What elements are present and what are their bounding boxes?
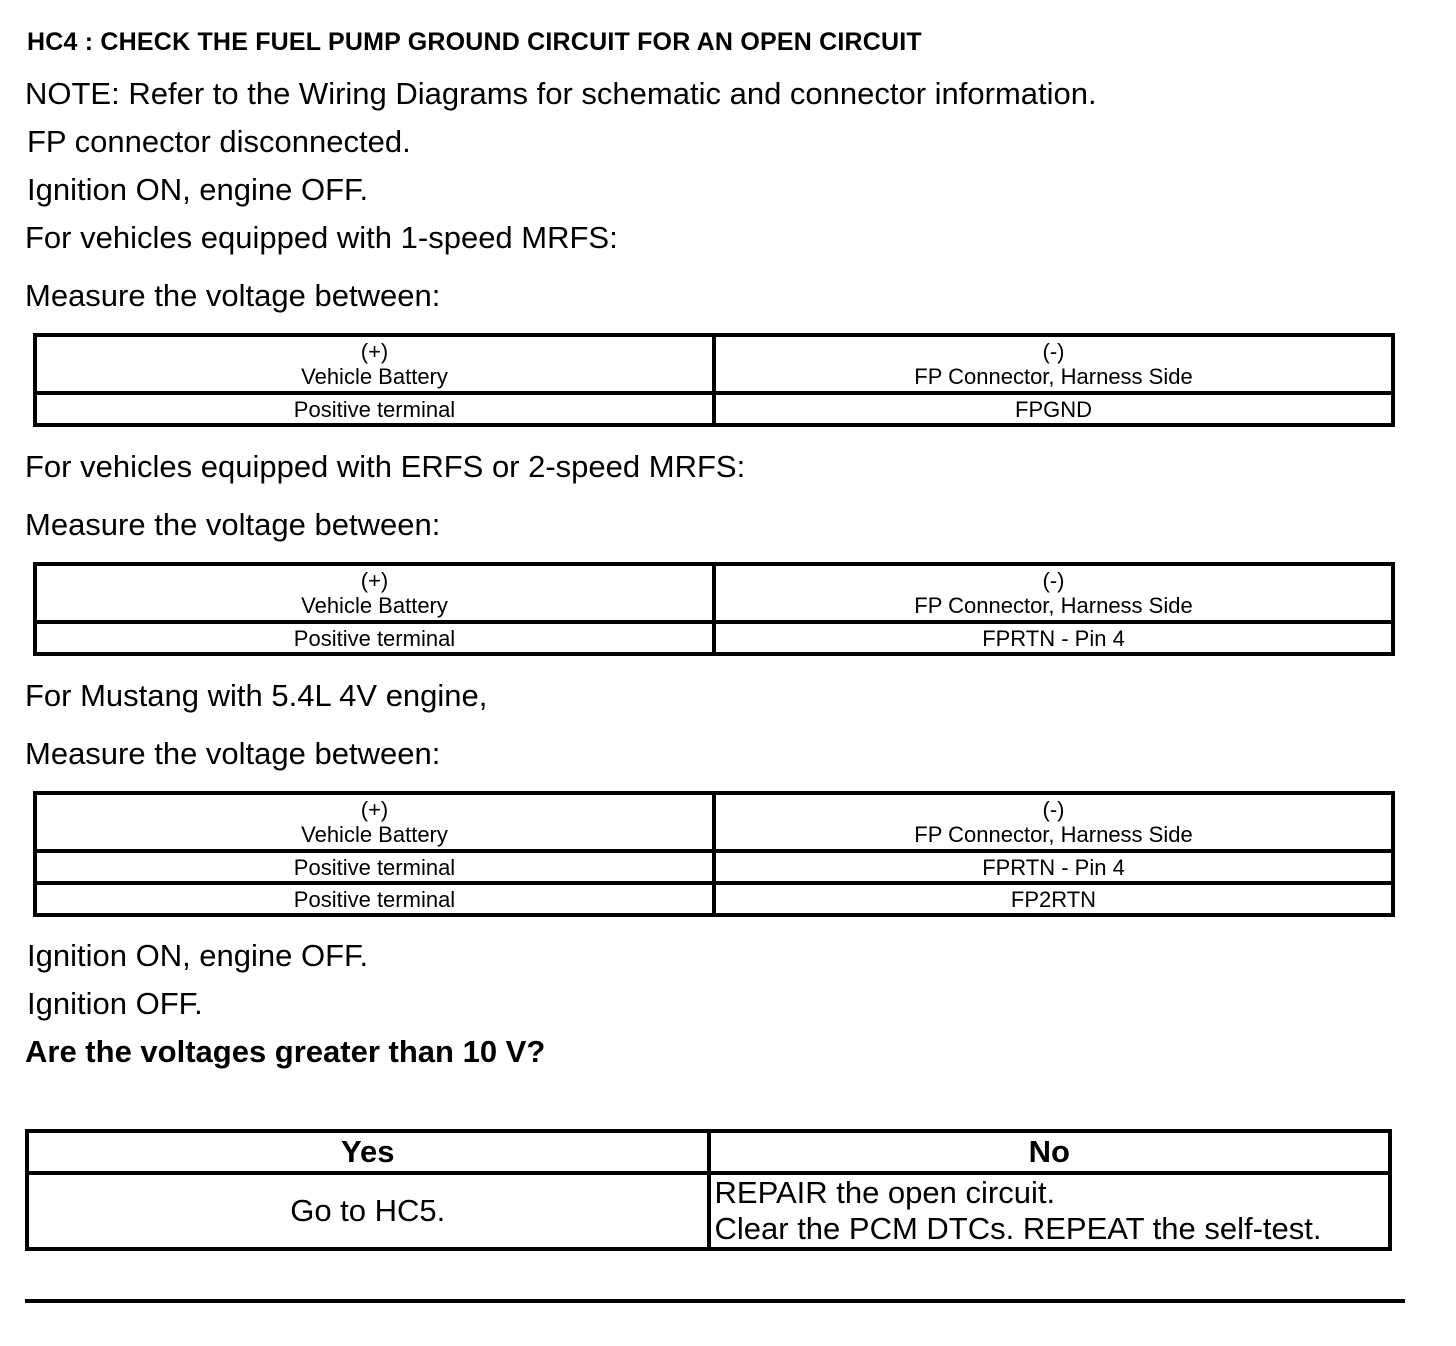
positive-header: (+) Vehicle Battery: [35, 793, 714, 851]
yes-action: Go to HC5.: [27, 1173, 709, 1249]
note-text: NOTE: Refer to the Wiring Diagrams for schematic and connector information.: [25, 76, 1097, 111]
negative-header: (-) FP Connector, Harness Side: [714, 335, 1393, 393]
positive-header: (+) Vehicle Battery: [35, 335, 714, 393]
positive-cell: Positive terminal: [35, 851, 714, 883]
yes-header: Yes: [27, 1131, 709, 1173]
table-row: [35, 883, 1393, 915]
positive-header: (+) Vehicle Battery: [35, 564, 714, 622]
measurement-table-erfs: [33, 562, 1395, 656]
ignition-on-text: Ignition ON, engine OFF.: [27, 172, 369, 207]
negative-cell: FPRTN - Pin 4: [714, 622, 1393, 654]
measure-text: Measure the voltage between:: [25, 278, 441, 313]
no-action: [709, 1173, 1391, 1249]
negative-header: (-) FP Connector, Harness Side: [714, 564, 1393, 622]
erfs-text: For vehicles equipped with ERFS or 2-speed MRFS:: [25, 449, 746, 484]
measurement-table-1speed: [33, 333, 1395, 427]
measure-text: Measure the voltage between:: [25, 736, 441, 771]
no-header: No: [709, 1131, 1391, 1173]
ignition-off-text: Ignition OFF.: [27, 986, 203, 1021]
step-heading: HC4 : CHECK THE FUEL PUMP GROUND CIRCUIT FOR AN OPEN CIRCUIT: [27, 28, 922, 56]
negative-cell: FPRTN - Pin 4: [714, 851, 1393, 883]
table-row: [35, 622, 1393, 654]
fp-disconnected-text: FP connector disconnected.: [27, 124, 411, 159]
result-table: [25, 1129, 1392, 1251]
ignition-on-text: Ignition ON, engine OFF.: [27, 938, 369, 973]
one-speed-mrfs-text: For vehicles equipped with 1-speed MRFS:: [25, 220, 618, 255]
positive-cell: Positive terminal: [35, 393, 714, 425]
no-action-line: REPAIR the open circuit.: [714, 1175, 1056, 1210]
positive-cell: Positive terminal: [35, 883, 714, 915]
measure-text: Measure the voltage between:: [25, 507, 441, 542]
question-text: Are the voltages greater than 10 V?: [25, 1034, 546, 1069]
negative-cell: FP2RTN: [714, 883, 1393, 915]
bottom-divider: [25, 1299, 1405, 1303]
measurement-table-mustang: [33, 791, 1395, 917]
no-action-line: Clear the PCM DTCs. REPEAT the self-test.: [714, 1211, 1322, 1246]
negative-cell: FPGND: [714, 393, 1393, 425]
mustang-text: For Mustang with 5.4L 4V engine,: [25, 678, 488, 713]
table-row: [35, 393, 1393, 425]
positive-cell: Positive terminal: [35, 622, 714, 654]
table-row: [35, 851, 1393, 883]
negative-header: (-) FP Connector, Harness Side: [714, 793, 1393, 851]
